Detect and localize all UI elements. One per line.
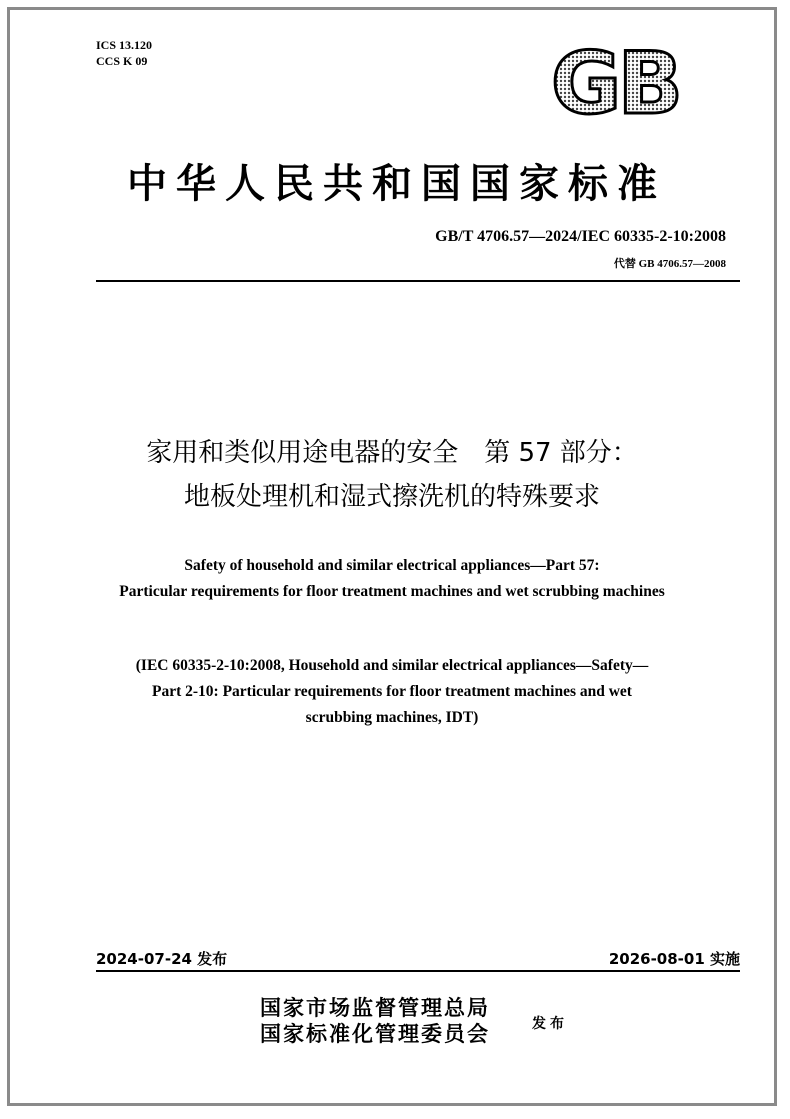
iec-reference-line3: scrubbing machines, IDT) [305, 709, 479, 726]
top-divider [96, 280, 740, 282]
issuer-sac: 国家标准化管理委员会 [260, 1021, 490, 1046]
classification-codes [96, 37, 152, 69]
implementation-date: 2026-08-01 实施 [608, 950, 740, 968]
ics-code: ICS 13.120 [96, 38, 153, 52]
national-standard-title: 中华人民共和国国家标准 [127, 160, 666, 207]
publish-label: 发布 [532, 1016, 568, 1032]
issuer-samr: 国家市场监督管理总局 [260, 995, 490, 1020]
english-title-line1: Safety of household and similar electrical appliances—Part 57: [184, 557, 600, 574]
bottom-divider [96, 970, 740, 972]
iec-reference-line2: Part 2-10: Particular requirements for floor treatment machines and wet [152, 683, 632, 700]
gb-logo-text: GB [550, 43, 680, 119]
english-title [10, 553, 774, 605]
english-title-line2: Particular requirements for floor treatment machines and wet scrubbing machines [119, 583, 665, 600]
replaces-standard: 代替 GB 4706.57—2008 [613, 258, 726, 270]
chinese-title [10, 431, 774, 519]
gb-logo [535, 43, 695, 119]
chinese-title-line2: 地板处理机和湿式擦洗机的特殊要求 [183, 482, 600, 512]
issue-date: 2024-07-24 发布 [96, 950, 228, 968]
iec-reference [10, 653, 774, 731]
ccs-code: CCS K 09 [96, 54, 148, 68]
chinese-title-line1: 家用和类似用途电器的安全 第 57 部分： [146, 438, 638, 468]
iec-reference-line1: (IEC 60335-2-10:2008, Household and similar electrical appliances—Safety— [135, 657, 649, 674]
issuing-authorities [260, 995, 490, 1047]
standard-cover-page [7, 7, 777, 1106]
standard-number: GB/T 4706.57—2024/IEC 60335-2-10:2008 [435, 228, 726, 245]
